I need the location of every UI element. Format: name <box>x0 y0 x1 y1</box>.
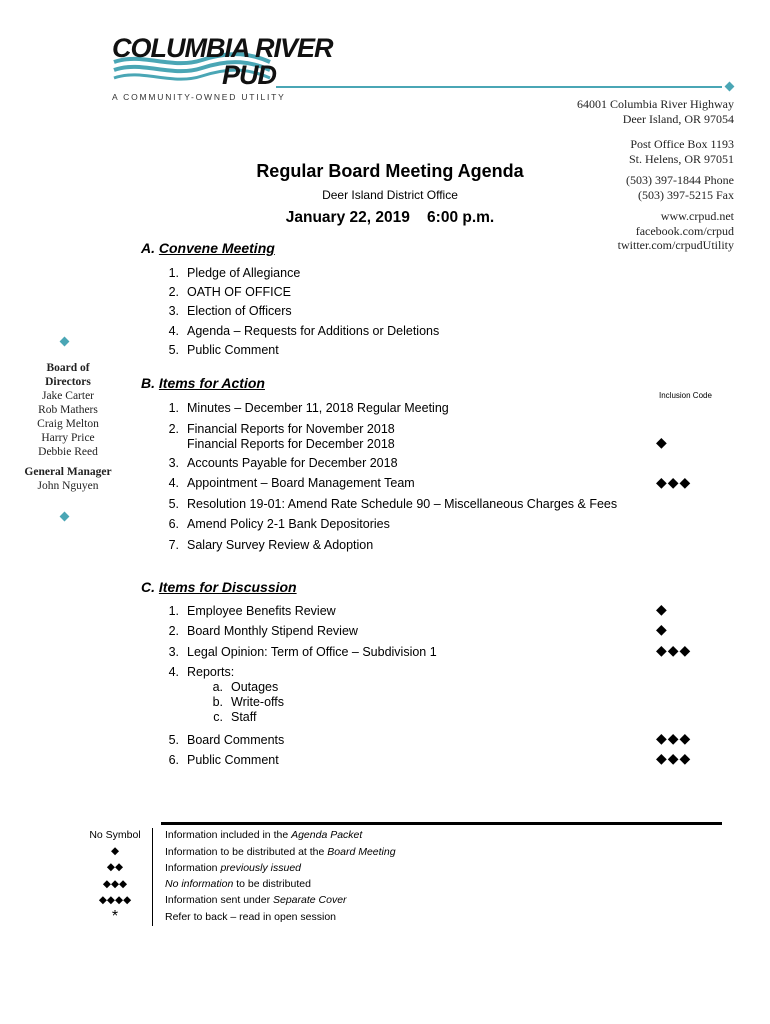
legend-symbol: ◆◆◆◆ <box>98 894 132 906</box>
section-letter: C. <box>141 579 155 595</box>
list-item-continuation: Financial Reports for December 2018 <box>187 437 395 451</box>
legend-symbol: No Symbol <box>89 829 141 841</box>
board-member: Jake Carter <box>41 390 95 402</box>
gm-name: John Nguyen <box>37 480 99 492</box>
legend-symbol: * <box>111 908 119 925</box>
board-of-directors <box>18 361 118 493</box>
legend-text: Information previously issued <box>165 862 301 874</box>
legend-symbol: ◆◆◆ <box>102 878 128 890</box>
address-twitter[interactable]: twitter.com/crpudUtility <box>617 238 734 252</box>
address-po-box: Post Office Box 1193 <box>630 137 734 151</box>
address-fax: (503) 397-5215 Fax <box>638 187 734 202</box>
section-c-heading <box>141 579 297 595</box>
address-phone: (503) 397-1844 Phone <box>626 173 734 187</box>
legend-text: Information included in the Agenda Packet <box>165 829 363 841</box>
section-title: Convene Meeting <box>158 240 275 256</box>
inclusion-code-label: Inclusion Code <box>659 391 712 400</box>
section-letter: B. <box>141 375 155 391</box>
logo-tagline: A COMMUNITY-OWNED UTILITY <box>112 92 286 102</box>
board-member: Rob Mathers <box>38 404 98 416</box>
address-po-city: St. Helens, OR 97051 <box>629 151 734 166</box>
board-member: Harry Price <box>41 432 95 444</box>
legend-divider <box>152 828 153 926</box>
meeting-date-time: January 22, 2019 6:00 p.m. <box>285 209 495 226</box>
address-web[interactable]: www.crpud.net <box>660 209 734 223</box>
inclusion-code: ◆ <box>656 621 668 637</box>
sidebar-diamond-icon <box>60 512 70 522</box>
section-b-heading <box>141 375 265 391</box>
address-city: Deer Island, OR 97054 <box>622 111 734 126</box>
inclusion-code: ◆◆◆ <box>656 474 692 490</box>
header-rule-diamond-icon <box>725 82 735 92</box>
section-letter: A. <box>141 240 155 256</box>
board-member: Debbie Reed <box>38 446 98 458</box>
board-member: Craig Melton <box>37 418 99 430</box>
address-facebook[interactable]: facebook.com/crpud <box>635 223 734 238</box>
legend-text: Information sent under Separate Cover <box>165 894 347 906</box>
inclusion-code: ◆◆◆ <box>656 730 692 746</box>
inclusion-code: ◆◆◆ <box>656 642 692 658</box>
sidebar-diamond-icon <box>60 337 70 347</box>
section-title: Items for Discussion <box>158 579 297 595</box>
meeting-location: Deer Island District Office <box>322 188 458 202</box>
page-title: Regular Board Meeting Agenda <box>256 161 524 181</box>
section-title: Items for Action <box>158 375 265 391</box>
inclusion-code: ◆◆◆ <box>656 750 692 766</box>
inclusion-code: ◆ <box>656 601 668 617</box>
legend-text: No information to be distributed <box>165 878 311 890</box>
legend-text: Refer to back – read in open session <box>165 911 337 923</box>
board-heading-line2: Directors <box>45 376 91 388</box>
section-a-heading <box>141 240 275 256</box>
gm-heading: General Manager <box>24 466 112 478</box>
board-heading-line1: Board of <box>46 362 90 374</box>
legend-symbol: ◆◆ <box>106 861 124 873</box>
legend-text: Information to be distributed at the Board Meeting <box>165 846 396 858</box>
legend-symbol: ◆ <box>110 845 120 857</box>
logo-name: COLUMBIA RIVER <box>112 33 333 63</box>
inclusion-code: ◆ <box>656 434 668 450</box>
header-rule <box>276 86 722 88</box>
logo-pud: PUD <box>222 60 277 90</box>
address-street: 64001 Columbia River Highway <box>577 97 734 111</box>
legend-rule <box>161 822 722 825</box>
